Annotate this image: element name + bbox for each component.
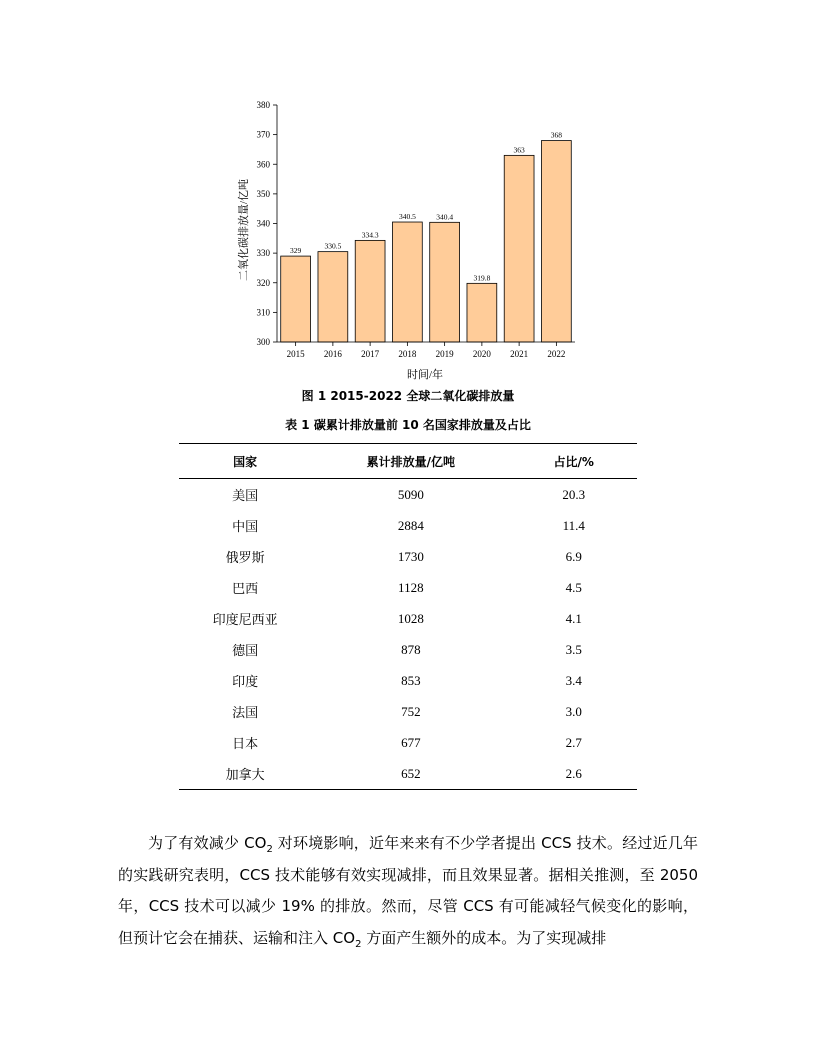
paragraph-text-1: 为了有效减少 CO [148, 834, 267, 852]
x-tick-label: 2017 [361, 349, 380, 359]
bar [355, 240, 385, 342]
bar [281, 256, 311, 342]
y-tick-label: 310 [256, 307, 270, 318]
plot-area [257, 100, 576, 359]
cell-country: 中国 [232, 520, 259, 535]
cell-emission: 1730 [397, 548, 424, 564]
paragraph-text-2: 对环境影响，近年来来有不少学者提出 CCS 技术。经过近几年的实践研究表明，CCS 技术能够有效实现减排，而且效果显著。据相关推测，至 2050 年，CCS 技术可以减少 19% 的排放。然而，尽管 CCS 有可能减轻气候变化的影响，但预计它会在捕获、运输和注入 CO [118, 834, 698, 947]
table-caption: 表 1 碳累计排放量前 10 名国家排放量及占比 [285, 418, 531, 432]
y-tick-label: 330 [256, 248, 270, 259]
cell-share: 11.4 [562, 517, 585, 533]
bar [504, 155, 534, 342]
bar [467, 283, 497, 342]
cell-share: 3.0 [565, 703, 582, 719]
y-tick-label: 340 [256, 218, 270, 229]
data-label: 340.5 [398, 212, 416, 222]
data-label: 363 [513, 145, 525, 155]
figure-caption: 图 1 2015-2022 全球二氧化碳排放量 [301, 389, 515, 403]
table-row [179, 572, 637, 603]
y-tick-label: 320 [256, 277, 270, 288]
body-paragraph [118, 828, 698, 954]
subscript-2b: 2 [355, 938, 362, 950]
cell-share: 2.6 [510, 758, 637, 790]
cell-country: 印度尼西亚 [212, 613, 278, 628]
y-tick-label: 300 [256, 337, 270, 347]
cell-share: 3.5 [565, 641, 582, 657]
table-row [179, 510, 637, 541]
x-tick-label: 2016 [323, 349, 342, 359]
x-axis-label: 时间/年 [406, 369, 444, 380]
cell-share: 4.1 [565, 610, 582, 626]
cell-country: 巴西 [232, 582, 259, 597]
y-tick-label: 370 [256, 129, 270, 140]
header-emission: 累计排放量/亿吨 [311, 444, 510, 479]
cell-share: 6.9 [565, 548, 582, 564]
x-tick-label: 2021 [510, 349, 529, 359]
cell-share: 4.5 [565, 579, 582, 595]
table-row [179, 665, 637, 696]
bar [430, 222, 460, 342]
cell-country: 日本 [232, 737, 259, 752]
cell-country: 印度 [232, 675, 259, 690]
emission-table [179, 443, 637, 790]
cell-country: 美国 [232, 489, 259, 504]
table-row [179, 758, 637, 790]
x-tick-label: 2015 [286, 349, 305, 359]
bar [392, 222, 422, 342]
data-label: 330.5 [324, 241, 342, 251]
cell-share: 20.3 [562, 486, 586, 502]
cell-country: 加拿大 [179, 758, 311, 790]
data-label: 319.8 [473, 273, 491, 283]
cell-country: 俄罗斯 [225, 551, 265, 566]
y-axis-title [236, 179, 250, 281]
header-share: 占比/% [510, 444, 637, 479]
paragraph-text-3: 方面产生额外的成本。为了实现减排 [361, 928, 607, 947]
data-label: 329 [290, 246, 302, 256]
emission-bar-chart [230, 95, 590, 380]
x-tick-label: 2020 [472, 349, 491, 359]
y-axis-label: 二氧化碳排放量/亿吨 [238, 178, 250, 282]
cell-emission: 878 [401, 641, 421, 657]
x-tick-label: 2018 [398, 349, 417, 359]
table-row [179, 603, 637, 634]
x-tick-label: 2019 [435, 349, 454, 359]
cell-country: 德国 [232, 644, 259, 659]
table-row [179, 479, 637, 511]
table-row [179, 634, 637, 665]
data-label: 368 [550, 130, 562, 140]
data-label: 334.3 [361, 230, 379, 240]
y-tick-label: 380 [256, 100, 270, 110]
table-row [179, 541, 637, 572]
x-tick-label: 2022 [547, 349, 566, 359]
subscript-2: 2 [266, 844, 273, 855]
table-row [179, 727, 637, 758]
header-country: 国家 [179, 444, 311, 479]
y-tick-label: 360 [256, 159, 270, 170]
bar [318, 252, 348, 342]
data-label: 340.4 [436, 212, 454, 222]
cell-country: 法国 [232, 706, 259, 721]
cell-emission: 853 [401, 672, 421, 688]
cell-emission: 1128 [398, 579, 424, 595]
cell-share: 2.7 [565, 734, 582, 750]
cell-emission: 2884 [397, 517, 424, 533]
bar [541, 141, 571, 342]
cell-emission: 652 [311, 758, 510, 790]
cell-emission: 1028 [397, 610, 424, 626]
cell-emission: 752 [401, 703, 421, 719]
y-tick-label: 350 [256, 188, 270, 199]
cell-emission: 677 [401, 734, 421, 750]
cell-emission: 5090 [397, 486, 424, 502]
table-row [179, 696, 637, 727]
cell-share: 3.4 [565, 672, 582, 688]
table-header-row [179, 444, 637, 479]
